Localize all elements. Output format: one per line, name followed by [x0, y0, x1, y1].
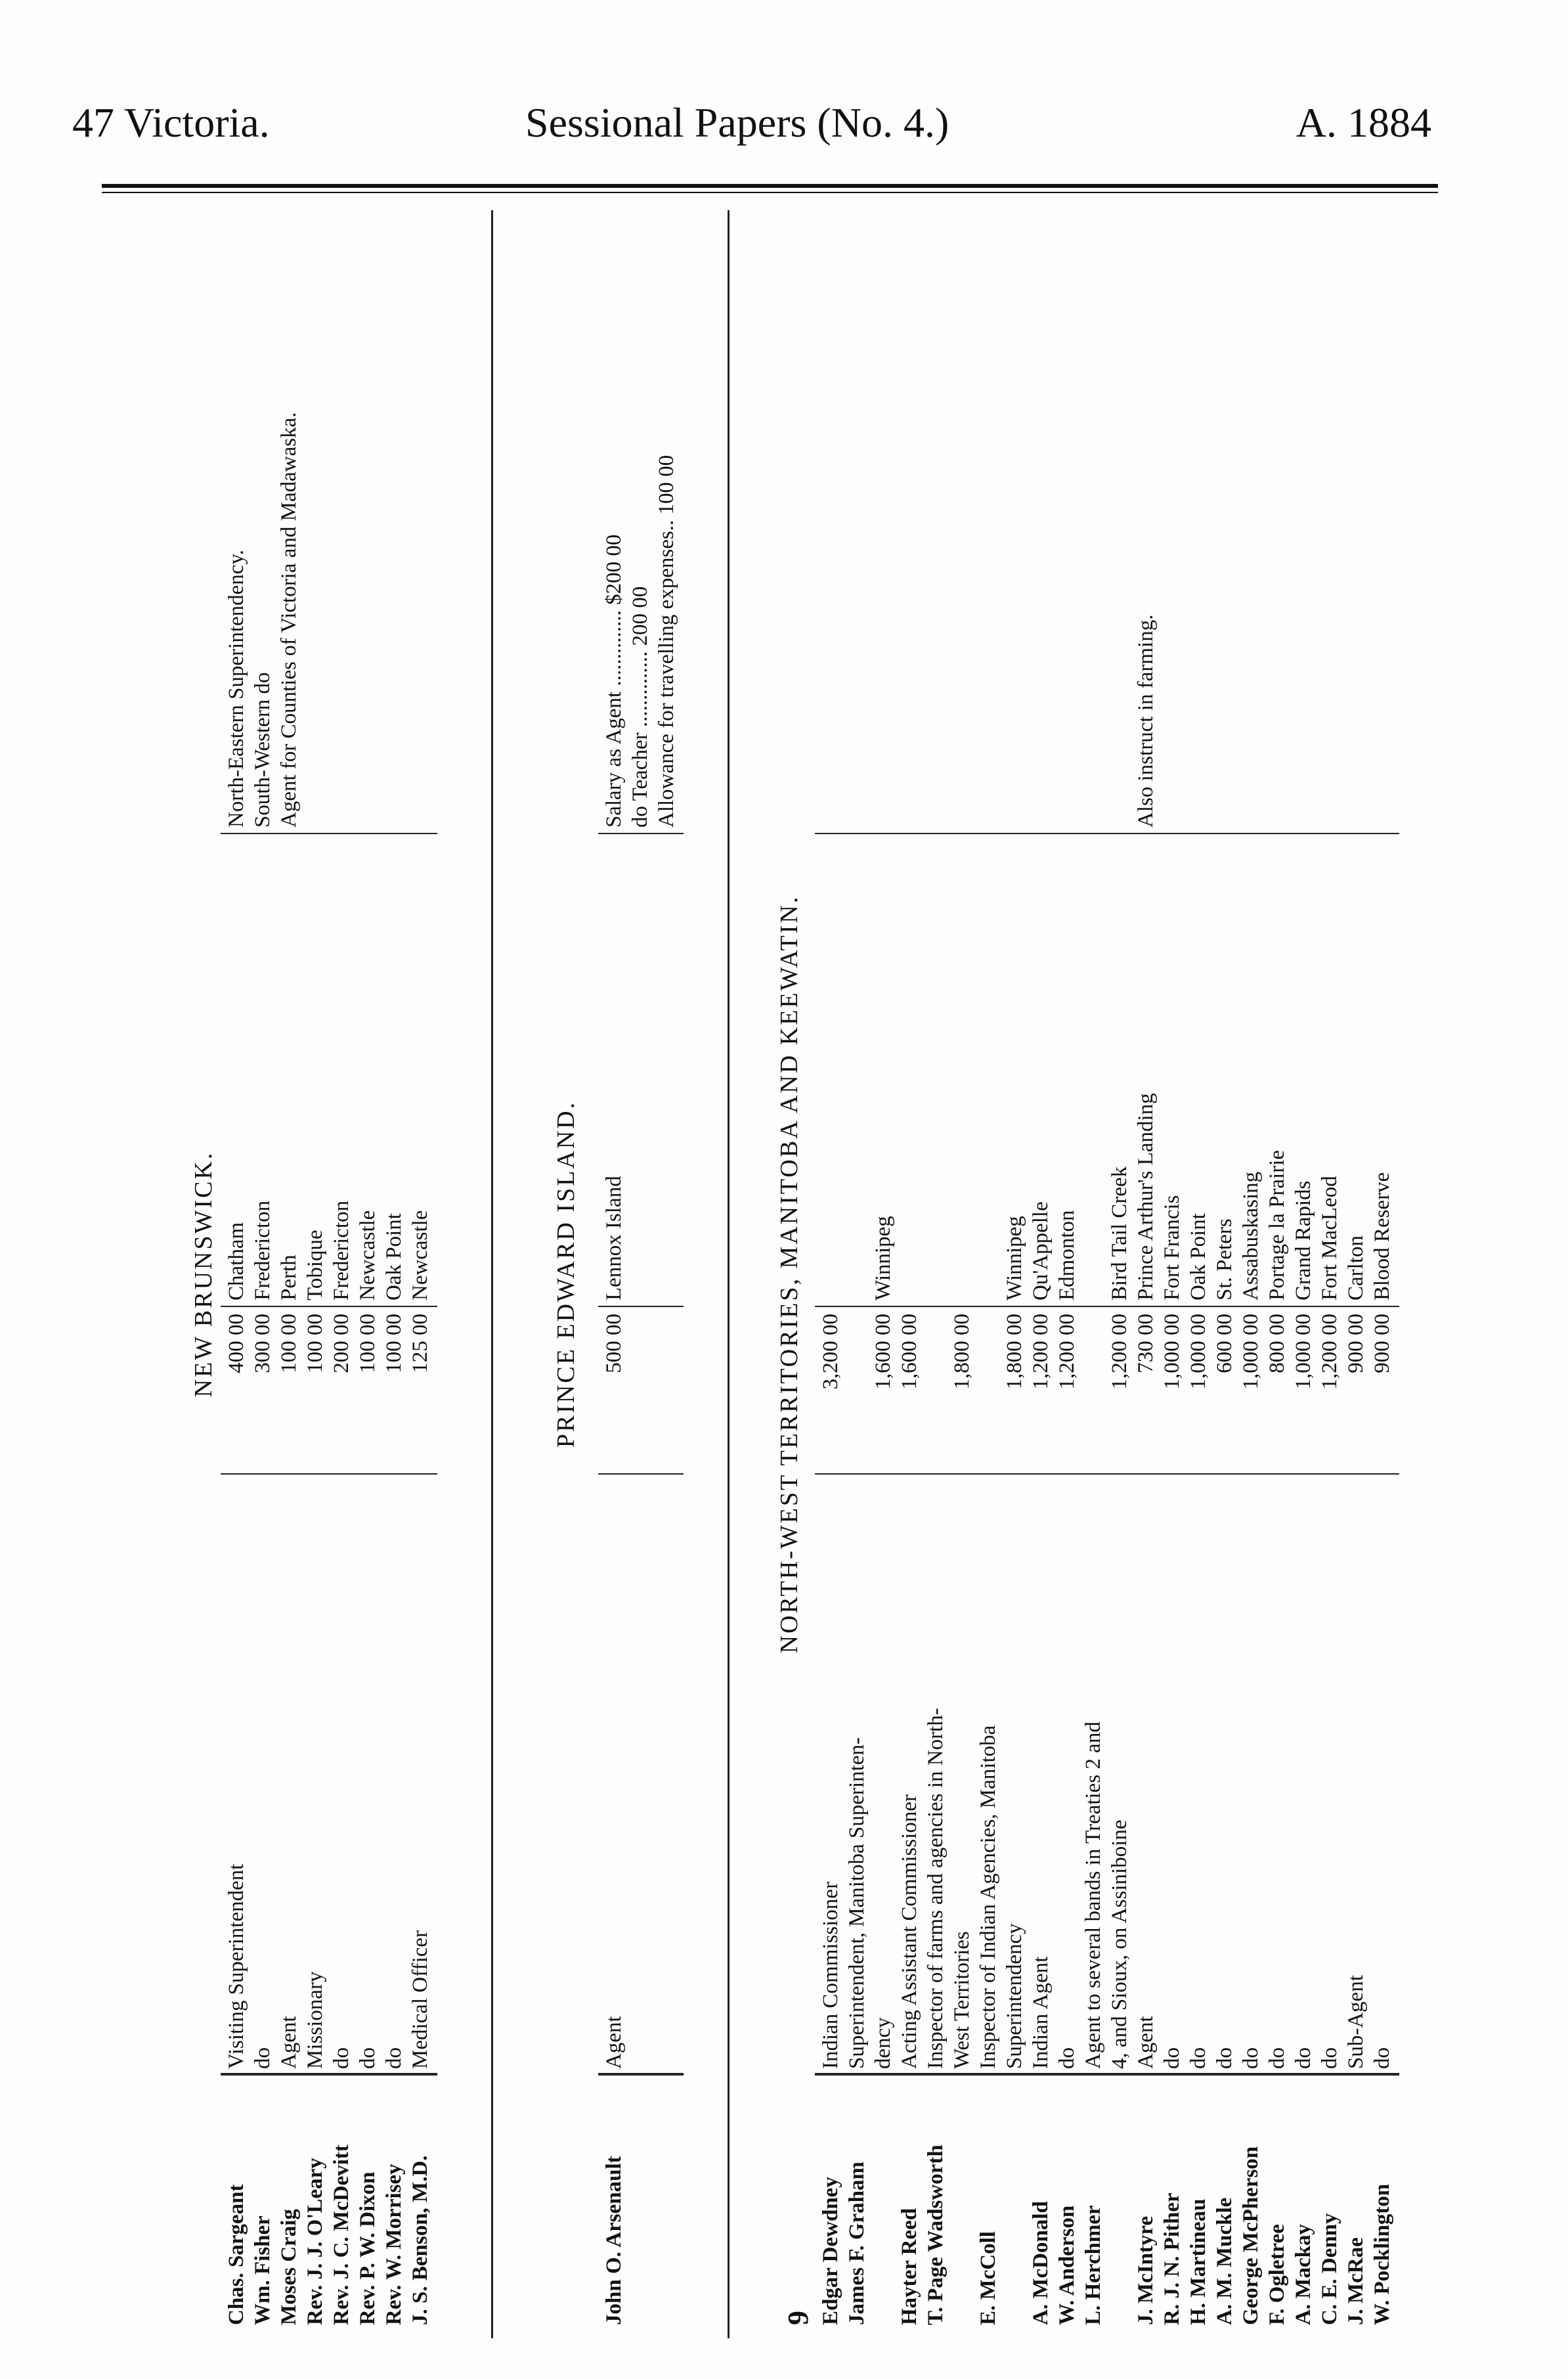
- amount-cell: 600 00: [1213, 1314, 1236, 1373]
- location-cell: Tobique: [303, 1230, 327, 1301]
- amount-cell: 730 00: [1134, 1314, 1158, 1373]
- table-row: [896, 210, 923, 2338]
- amount-cell: 500 00: [602, 1314, 626, 1373]
- name-cell: John O. Arsenault: [602, 2156, 626, 2325]
- location-cell: Portage la Prairie: [1265, 1149, 1289, 1301]
- name-cell: F. Ogletree: [1265, 2224, 1289, 2325]
- amount-cell: 1,600 00: [898, 1314, 921, 1390]
- amount-cell: 100 00: [303, 1314, 327, 1373]
- table-row: [1028, 210, 1054, 2338]
- table-row: [1264, 210, 1290, 2338]
- amount-cell: 1,600 00: [871, 1314, 895, 1390]
- name-cell: W. Pocklington: [1370, 2183, 1394, 2325]
- position-cell: do: [330, 2047, 353, 2069]
- amount-cell: 300 00: [251, 1314, 274, 1373]
- header-rule-thin: [102, 192, 1438, 193]
- folio-number: 9: [782, 2311, 814, 2325]
- table-row: [627, 210, 653, 2338]
- table-row: [601, 210, 627, 2338]
- name-cell: J. McRae: [1344, 2237, 1368, 2325]
- name-cell: T. Page Wadsworth: [924, 2145, 947, 2325]
- table-row: [223, 210, 250, 2338]
- location-cell: Prince Arthur's Landing: [1134, 1093, 1158, 1301]
- amount-cell: 1,200 00: [1318, 1314, 1341, 1390]
- remarks-cell: Allowance for travelling expenses.. 100 00: [655, 455, 678, 828]
- amount-cell: 800 00: [1265, 1314, 1289, 1373]
- table-row: [817, 210, 844, 2338]
- position-cell: do: [1187, 2047, 1210, 2069]
- position-cell: West Territories: [950, 1931, 974, 2069]
- position-cell: Medical Officer: [408, 1930, 432, 2069]
- location-cell: Chatham: [225, 1222, 248, 1301]
- position-cell: Visiting Superintendent: [225, 1863, 248, 2069]
- location-cell: Carlton: [1344, 1235, 1368, 1301]
- header-left: 47 Victoria.: [72, 99, 270, 146]
- table-row: [381, 210, 407, 2338]
- section-title: PRINCE EDWARD ISLAND.: [552, 1100, 580, 1448]
- amount-cell: 100 00: [356, 1314, 380, 1373]
- section-separator: [728, 210, 730, 2338]
- location-cell: Bird Tail Creek: [1108, 1166, 1131, 1301]
- amount-cell: 3,200 00: [819, 1314, 842, 1390]
- table-row: [1211, 210, 1238, 2338]
- amount-cell: 1,200 00: [1029, 1314, 1053, 1390]
- name-cell: Rev. J. C. McDevitt: [330, 2145, 353, 2325]
- position-cell: Acting Assistant Commissioner: [898, 1794, 921, 2069]
- table-row: [1238, 210, 1264, 2338]
- table-row: [975, 210, 1001, 2338]
- location-cell: Oak Point: [1187, 1213, 1210, 1301]
- name-cell: R. J. N. Pither: [1160, 2192, 1184, 2325]
- name-cell: Hayter Reed: [898, 2208, 921, 2325]
- location-cell: Lennox Island: [602, 1176, 626, 1301]
- location-cell: Edmonton: [1055, 1210, 1079, 1301]
- position-cell: do: [251, 2047, 274, 2069]
- table-row: [276, 210, 302, 2338]
- position-cell: Superintendent, Manitoba Superinten-: [845, 1737, 869, 2069]
- name-cell: Rev. J. J. O'Leary: [303, 2158, 327, 2325]
- amount-cell: 100 00: [382, 1314, 406, 1373]
- page-header: [72, 99, 1431, 151]
- position-cell: Missionary: [303, 1971, 327, 2069]
- name-cell: C. E. Denny: [1318, 2213, 1341, 2325]
- position-cell: dency: [871, 2017, 895, 2069]
- location-cell: Fort MacLeod: [1318, 1176, 1341, 1301]
- location-cell: Winnipeg: [1003, 1216, 1026, 1301]
- table-row: [407, 210, 433, 2338]
- section-title: NORTH-WEST TERRITORIES, MANITOBA AND KEEWATIN.: [775, 895, 803, 1654]
- section-2: [768, 210, 1394, 2338]
- position-cell: Indian Commissioner: [819, 1881, 842, 2069]
- remarks-cell: Salary as Agent .............. $200 00: [602, 534, 626, 828]
- amount-cell: 125 00: [408, 1314, 432, 1373]
- amount-cell: 900 00: [1370, 1314, 1394, 1373]
- position-cell: Superintendency: [1003, 1923, 1026, 2069]
- location-cell: Winnipeg: [871, 1216, 895, 1301]
- section-0: [184, 210, 492, 2338]
- position-cell: Agent: [1134, 2016, 1158, 2069]
- table-row: [1001, 210, 1028, 2338]
- amount-cell: 900 00: [1344, 1314, 1368, 1373]
- location-cell: Fredericton: [251, 1200, 274, 1301]
- table-row: [1317, 210, 1343, 2338]
- position-cell: do: [1213, 2047, 1236, 2069]
- position-cell: Inspector of farms and agencies in North-: [924, 1708, 947, 2069]
- position-cell: Sub-Agent: [1344, 1975, 1368, 2069]
- location-cell: St. Peters: [1213, 1218, 1236, 1301]
- table-row: [1106, 210, 1133, 2338]
- name-cell: Edgar Dewdney: [819, 2177, 842, 2325]
- position-cell: do: [1265, 2047, 1289, 2069]
- name-cell: A. M. Muckle: [1213, 2197, 1236, 2325]
- position-cell: Indian Agent: [1029, 1956, 1053, 2069]
- position-cell: Agent to several bands in Treaties 2 and: [1081, 1722, 1105, 2069]
- position-cell: do: [1160, 2047, 1184, 2069]
- table-row: [1159, 210, 1185, 2338]
- remarks-cell: Agent for Counties of Victoria and Madawaska.: [277, 412, 301, 828]
- table-row: [844, 210, 870, 2338]
- location-cell: Newcastle: [408, 1210, 432, 1301]
- rotated-table: [112, 210, 1425, 2338]
- table-row: [923, 210, 949, 2338]
- name-cell: W. Anderson: [1055, 2205, 1079, 2325]
- location-cell: Qu'Appelle: [1029, 1201, 1053, 1301]
- position-cell: Inspector of Indian Agencies, Manitoba: [976, 1725, 1000, 2069]
- amount-cell: 1,800 00: [1003, 1314, 1026, 1390]
- position-cell: do: [382, 2047, 406, 2069]
- table-row: [1080, 210, 1106, 2338]
- table-row: [1054, 210, 1080, 2338]
- amount-cell: 1,000 00: [1239, 1314, 1263, 1390]
- table-row: [1133, 210, 1159, 2338]
- section-title: NEW BRUNSWICK.: [190, 1151, 217, 1398]
- position-cell: Agent: [602, 2016, 626, 2069]
- table-row: [949, 210, 975, 2338]
- location-cell: Assabuskasing: [1239, 1171, 1263, 1301]
- name-cell: A. Mackay: [1292, 2224, 1315, 2325]
- name-cell: J. McIntyre: [1134, 2215, 1158, 2325]
- name-cell: A. McDonald: [1029, 2201, 1053, 2325]
- name-cell: James F. Graham: [845, 2161, 869, 2325]
- amount-cell: 1,000 00: [1160, 1314, 1184, 1390]
- name-cell: Chas. Sargeant: [225, 2184, 248, 2325]
- location-cell: Grand Rapids: [1292, 1180, 1315, 1301]
- position-cell: do: [356, 2047, 380, 2069]
- name-cell: Moses Craig: [277, 2209, 301, 2325]
- position-cell: 4, and Sioux, on Assiniboine: [1108, 1819, 1131, 2069]
- location-cell: Newcastle: [356, 1210, 380, 1301]
- name-cell: Rev. P. W. Dixon: [356, 2171, 380, 2325]
- amount-cell: 1,800 00: [950, 1314, 974, 1390]
- amount-cell: 1,000 00: [1292, 1314, 1315, 1390]
- name-cell: Wm. Fisher: [251, 2215, 274, 2325]
- location-cell: Fredericton: [330, 1200, 353, 1301]
- position-cell: do: [1239, 2047, 1263, 2069]
- section-1: [506, 210, 729, 2338]
- remarks-cell: South-Western do: [251, 672, 274, 828]
- table-row: [302, 210, 328, 2338]
- amount-cell: 400 00: [225, 1314, 248, 1373]
- amount-cell: 1,200 00: [1055, 1314, 1079, 1390]
- table-row: [355, 210, 381, 2338]
- name-cell: H. Martineau: [1187, 2198, 1210, 2325]
- position-cell: Agent: [277, 2016, 301, 2069]
- table-row: [328, 210, 355, 2338]
- amount-cell: 1,200 00: [1108, 1314, 1131, 1390]
- table-row: [1369, 210, 1395, 2338]
- amount-cell: 1,000 00: [1187, 1314, 1210, 1390]
- location-cell: Perth: [277, 1255, 301, 1301]
- name-cell: George McPherson: [1239, 2146, 1263, 2325]
- header-rule-thick: [102, 184, 1438, 188]
- table-row: [1290, 210, 1317, 2338]
- amount-cell: 200 00: [330, 1314, 353, 1373]
- position-cell: do: [1055, 2047, 1079, 2069]
- header-center: Sessional Papers (No. 4.): [525, 99, 949, 146]
- position-cell: do: [1318, 2047, 1341, 2069]
- location-cell: Blood Reserve: [1370, 1172, 1394, 1301]
- position-cell: do: [1292, 2047, 1315, 2069]
- name-cell: Rev. W. Morrisey: [382, 2164, 406, 2325]
- name-cell: E. McColl: [976, 2231, 1000, 2325]
- remarks-cell: Also instruct in farming.: [1134, 614, 1158, 828]
- location-cell: Fort Francis: [1160, 1195, 1184, 1301]
- location-cell: Oak Point: [382, 1213, 406, 1301]
- table-row: [870, 210, 896, 2338]
- table-row: [250, 210, 276, 2338]
- name-cell: L. Herchmer: [1081, 2205, 1105, 2325]
- amount-cell: 100 00: [277, 1314, 301, 1373]
- section-separator: [491, 210, 493, 2338]
- table-row: [653, 210, 680, 2338]
- header-right: A. 1884: [1296, 99, 1431, 146]
- name-cell: J. S. Benson, M.D.: [408, 2155, 432, 2325]
- position-cell: do: [1370, 2047, 1394, 2069]
- table-row: [1185, 210, 1211, 2338]
- remarks-cell: do Teacher .............. 200 00: [628, 586, 652, 828]
- table-row: [1343, 210, 1369, 2338]
- remarks-cell: North-Eastern Superintendency.: [225, 549, 248, 828]
